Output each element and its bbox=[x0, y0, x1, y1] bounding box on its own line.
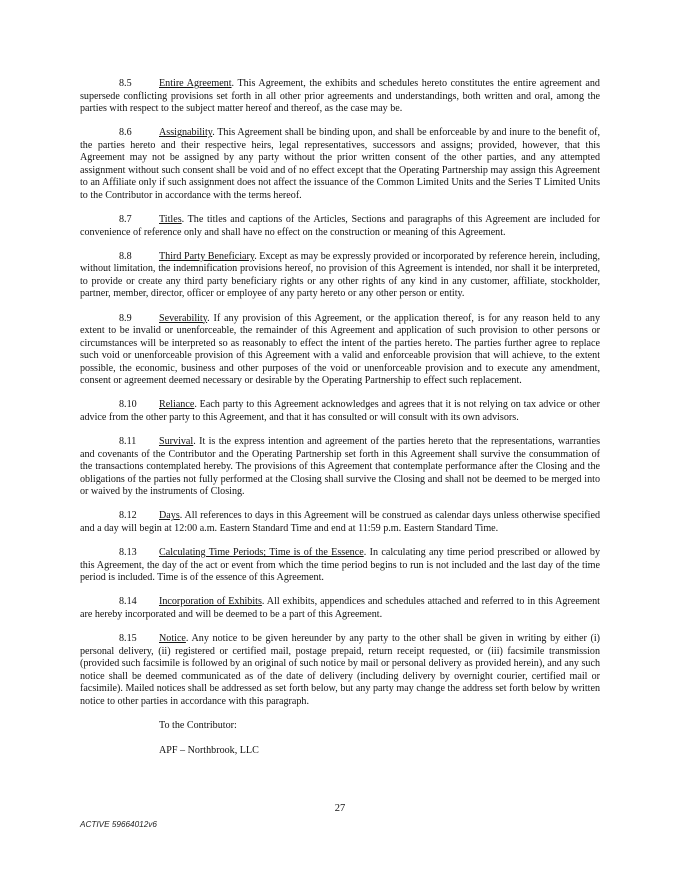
section-text: . It is the express intention and agreement of the parties hereto that the representations, warranties and covenants of the Contributor and the Operating Partnership set forth in this Agreement shall survive the consummation of the transactions contemplated hereby. The provisions of this Agreement that contemplate performance after the Closing and the obligations of the parties not fully performed at the Closing shall survive the Closing and shall not be deemed to be merged into or waived by the instruments of Closing. bbox=[80, 436, 600, 498]
notice-recipient-label: To the Contributor: bbox=[159, 719, 237, 731]
section-8-8 bbox=[80, 251, 600, 301]
section-heading: Notice bbox=[159, 633, 186, 645]
section-number: 8.13 bbox=[119, 547, 137, 559]
section-heading: Assignability bbox=[159, 127, 213, 139]
section-number: 8.5 bbox=[119, 78, 132, 89]
section-8-9 bbox=[80, 313, 600, 388]
section-8-5 bbox=[80, 78, 600, 116]
section-heading: Survival bbox=[159, 436, 194, 448]
document-id: ACTIVE 59664012v6 bbox=[80, 820, 157, 829]
section-number: 8.14 bbox=[119, 596, 137, 608]
section-text: . If any provision of this Agreement, or the application thereof, is for any reason held to any extent to be invalid or unenforceable, the remainder of this Agreement and application of such provision to other persons or circumstances will be interpreted so as reasonably to effect the intent of the parties hereto. The parties further agree to replace such void or unenforceable provision of this Agreement with a valid and enforceable provision that will achieve, to the extent possible, the economic, business and other purposes of the void or unenforceable provision and to execute any amendment, consent or agreement deemed necessary or desirable by the Operating Partnership to effect such replacement. bbox=[80, 312, 600, 387]
section-heading: Incorporation of Exhibits bbox=[159, 596, 262, 608]
section-8-13 bbox=[80, 547, 600, 585]
section-text: . This Agreement, the exhibits and schedules hereto constitutes the entire agreement and supersede conflicting provisions set forth in all other prior agreements and understandings, both written and oral, among the parties with respect to the subject matter hereof and thereof, as the case may be. bbox=[80, 78, 600, 115]
section-text: . Except as may be expressly provided or incorporated by reference herein, including, without limitation, the indemnification provisions hereof, no provision of this Agreement is intended, nor shall it be interpreted, to provide or create any third party beneficiary rights or any other rights of any kind in any customer, affiliate, stockholder, partner, member, director, officer or employee of any party hereto or any other person or entity. bbox=[80, 250, 600, 300]
section-heading: Calculating Time Periods; Time is of the Essence bbox=[159, 547, 364, 559]
document-body bbox=[80, 78, 600, 769]
section-8-6 bbox=[80, 127, 600, 202]
section-8-15 bbox=[80, 633, 600, 708]
section-heading: Days bbox=[159, 510, 180, 522]
section-8-7 bbox=[80, 214, 600, 239]
section-text: . All references to days in this Agreement will be construed as calendar days unless otherwise specified and a day will begin at 12:00 a.m. Eastern Standard Time and end at 11:59 p.m. Eastern Standard Time. bbox=[80, 510, 600, 535]
section-text: . The titles and captions of the Articles, Sections and paragraphs of this Agreement are included for convenience of reference only and shall have no effect on the construction or meaning of this Agreement. bbox=[80, 214, 600, 238]
section-text: . In calculating any time period prescribed or allowed by this Agreement, the day of the act or event from which the time period begins to run is not included and the last day of the time period is included. Time is of the essence of this Agreement. bbox=[80, 547, 600, 584]
section-number: 8.12 bbox=[119, 510, 137, 522]
section-8-14 bbox=[80, 596, 600, 621]
section-number: 8.15 bbox=[119, 633, 137, 645]
section-heading: Reliance bbox=[159, 399, 195, 411]
section-number: 8.9 bbox=[119, 312, 132, 324]
section-number: 8.6 bbox=[119, 127, 132, 139]
section-text: . All exhibits, appendices and schedules attached and referred to in this Agreement are hereby incorporated and will be deemed to be a part of this Agreement. bbox=[80, 596, 600, 620]
notice-recipient-name: APF – Northbrook, LLC bbox=[159, 744, 259, 756]
section-text: . Any notice to be given hereunder by any party to the other shall be given in writing by either (i) personal delivery, (ii) registered or certified mail, postage prepaid, return receipt requested, or (iii) facsimile transmission (provided such facsimile is followed by an original of such notice by mail or personal delivery as provided herein), and any such notice shall be deemed communicated as of the date of delivery (including delivery by overnight courier, certified mail or facsimile). Mailed notices shall be addressed as set forth below, but any party may change the address set forth below by written notice to other parties in accordance with this paragraph. bbox=[80, 633, 600, 707]
section-number: 8.10 bbox=[119, 399, 137, 411]
section-heading: Third Party Beneficiary bbox=[159, 250, 255, 262]
section-heading: Titles bbox=[159, 214, 182, 226]
section-heading: Entire Agreement bbox=[159, 78, 232, 89]
section-number: 8.11 bbox=[119, 436, 137, 448]
section-text: . This Agreement shall be binding upon, and shall be enforceable by and inure to the benefit of, the parties hereto and their respective heirs, legal representatives, successors and assigns; provided, however, that this Agreement may not be assigned by any party without the prior written consent of the other parties, and any attempted assignment without such consent shall be void and of no effect except that the Operating Partnership may assign this Agreement to an Affiliate only if such assignment does not affect the issuance of the Common Limited Units and the Series T Limited Units to the Contributor in accordance with the terms hereof. bbox=[80, 127, 600, 201]
section-number: 8.8 bbox=[119, 250, 132, 262]
section-8-11 bbox=[80, 436, 600, 499]
page-number: 27 bbox=[334, 803, 346, 814]
section-text: . Each party to this Agreement acknowledges and agrees that it is not relying on tax advice or other advice from the other party to this Agreement, and that it has consulted or will consult with its own advisors. bbox=[80, 399, 600, 423]
section-8-12 bbox=[80, 510, 600, 535]
section-number: 8.7 bbox=[119, 214, 132, 226]
section-8-10 bbox=[80, 399, 600, 424]
section-heading: Severability bbox=[159, 312, 208, 324]
